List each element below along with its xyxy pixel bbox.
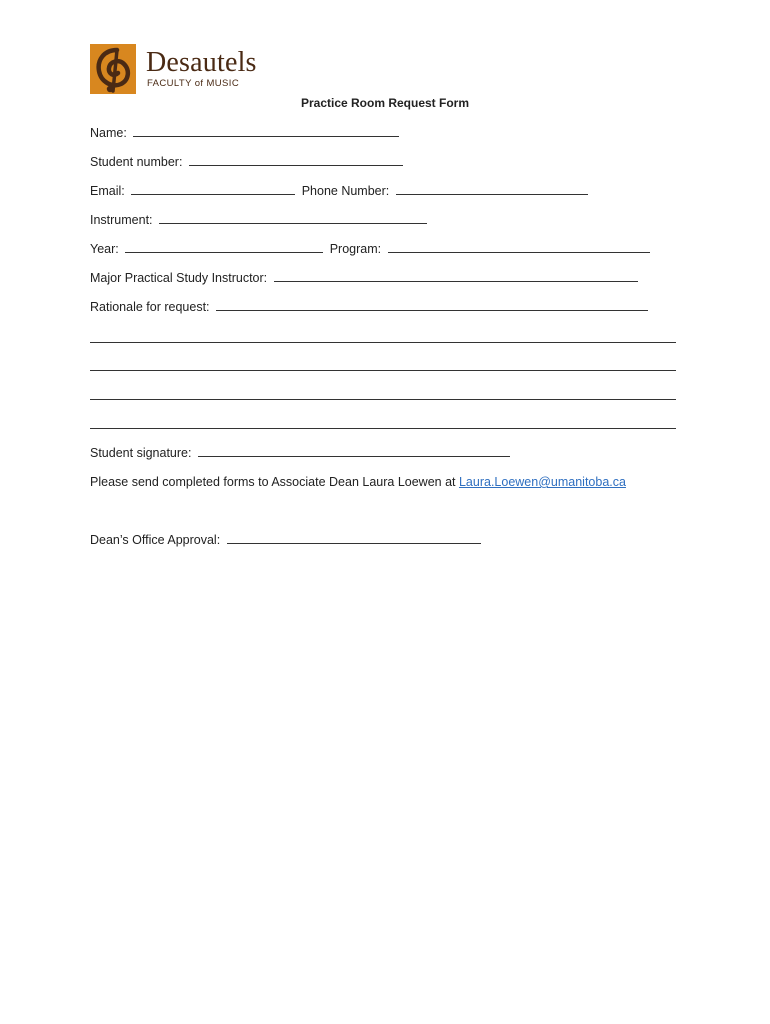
student-number-field-row — [90, 154, 406, 170]
rationale-continuation-line-3[interactable] — [90, 399, 676, 400]
year-label: Year: — [90, 242, 119, 256]
approval-field-row — [90, 532, 484, 548]
approval-label: Dean’s Office Approval: — [90, 533, 221, 547]
program-label: Program: — [329, 242, 382, 256]
approval-blank[interactable] — [227, 532, 481, 544]
faculty-logo — [90, 44, 270, 96]
instrument-blank[interactable] — [159, 212, 427, 224]
logo-wordmark: Desautels — [146, 47, 257, 78]
rationale-label: Rationale for request: — [90, 300, 210, 314]
signature-blank[interactable] — [198, 445, 510, 457]
phone-label: Phone Number: — [301, 184, 390, 198]
logo-subtitle: FACULTY of MUSIC — [147, 78, 240, 89]
student-number-blank[interactable] — [189, 154, 403, 166]
instrument-label: Instrument: — [90, 213, 153, 227]
email-blank[interactable] — [131, 183, 295, 195]
instructions-row — [90, 474, 626, 490]
signature-label: Student signature: — [90, 446, 192, 460]
form-title: Practice Room Request Form — [300, 96, 470, 110]
instructions-text: Please send completed forms to Associate Dean Laura Loewen at — [90, 475, 456, 489]
name-label: Name: — [90, 126, 127, 140]
instructor-field-row — [90, 270, 641, 286]
year-blank[interactable] — [125, 241, 323, 253]
email-phone-field-row — [90, 183, 591, 199]
email-label: Email: — [90, 184, 125, 198]
rationale-continuation-line-4[interactable] — [90, 428, 676, 429]
rationale-continuation-line-2[interactable] — [90, 370, 676, 371]
rationale-continuation-line-1[interactable] — [90, 342, 676, 343]
phone-blank[interactable] — [396, 183, 588, 195]
treble-clef-logo-icon — [90, 44, 136, 94]
rationale-blank[interactable] — [216, 299, 648, 311]
program-blank[interactable] — [388, 241, 650, 253]
name-blank[interactable] — [133, 125, 399, 137]
instructor-label: Major Practical Study Instructor: — [90, 271, 268, 285]
rationale-field-row — [90, 299, 651, 315]
signature-field-row — [90, 445, 513, 461]
instructor-blank[interactable] — [274, 270, 638, 282]
name-field-row — [90, 125, 402, 141]
instrument-field-row — [90, 212, 430, 228]
contact-email-link[interactable]: Laura.Loewen@umanitoba.ca — [458, 475, 626, 489]
student-number-label: Student number: — [90, 155, 183, 169]
year-program-field-row — [90, 241, 653, 257]
